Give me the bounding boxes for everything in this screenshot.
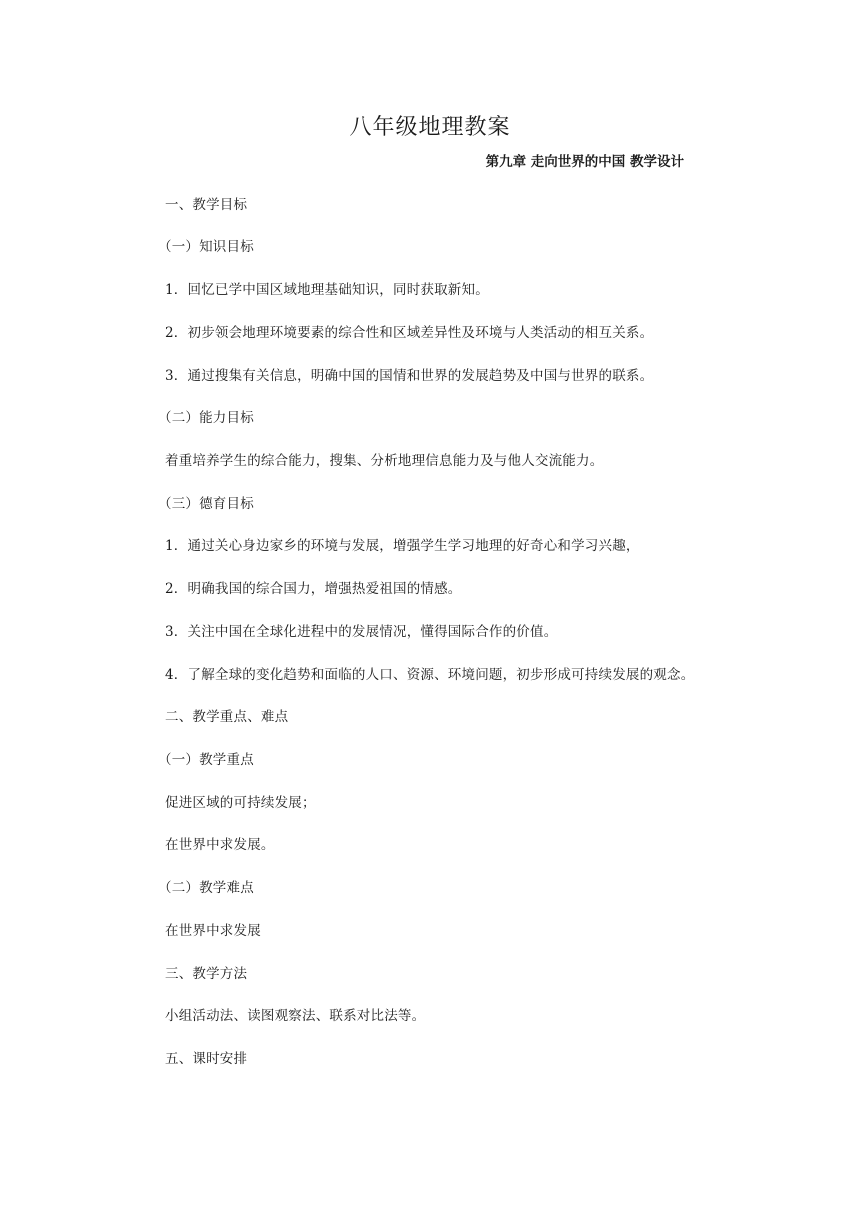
document-title: 八年级地理教案: [349, 115, 511, 140]
list-item: 3．通过搜集有关信息，明确中国的国情和世界的发展趋势及中国与世界的联系。: [165, 368, 654, 384]
paragraph: 着重培养学生的综合能力，搜集、分析地理信息能力及与他人交流能力。: [165, 453, 604, 469]
list-item: 1．回忆已学中国区域地理基础知识，同时获取新知。: [165, 282, 489, 298]
list-item: 3．关注中国在全球化进程中的发展情况，懂得国际合作的价值。: [165, 624, 558, 640]
list-item: 4．了解全球的变化趋势和面临的人口、资源、环境问题，初步形成可持续发展的观念。: [165, 667, 695, 683]
paragraph: 促进区域的可持续发展；: [165, 795, 316, 811]
section-heading-methods: 三、教学方法: [165, 966, 248, 982]
list-item: 2．明确我国的综合国力，增强热爱祖国的情感。: [165, 581, 462, 597]
subsection-heading-knowledge: （一）知识目标: [158, 239, 254, 255]
section-heading-objectives: 一、教学目标: [165, 197, 248, 213]
paragraph: 小组活动法、读图观察法、联系对比法等。: [165, 1008, 426, 1024]
list-item: 2．初步领会地理环境要素的综合性和区域差异性及环境与人类活动的相互关系。: [165, 325, 654, 341]
list-item: 1．通过关心身边家乡的环境与发展，增强学生学习地理的好奇心和学习兴趣，: [165, 538, 640, 554]
subsection-heading-moral: （三）德育目标: [158, 496, 254, 512]
document-subtitle: 第九章 走向世界的中国 教学设计: [485, 154, 684, 170]
subsection-heading-focus: （一）教学重点: [158, 752, 254, 768]
section-heading-schedule: 五、课时安排: [165, 1051, 248, 1067]
subsection-heading-difficulty: （二）教学难点: [158, 880, 254, 896]
section-heading-key-points: 二、教学重点、难点: [165, 709, 289, 725]
paragraph: 在世界中求发展。: [165, 837, 275, 853]
subsection-heading-ability: （二）能力目标: [158, 410, 254, 426]
paragraph: 在世界中求发展: [165, 923, 261, 939]
